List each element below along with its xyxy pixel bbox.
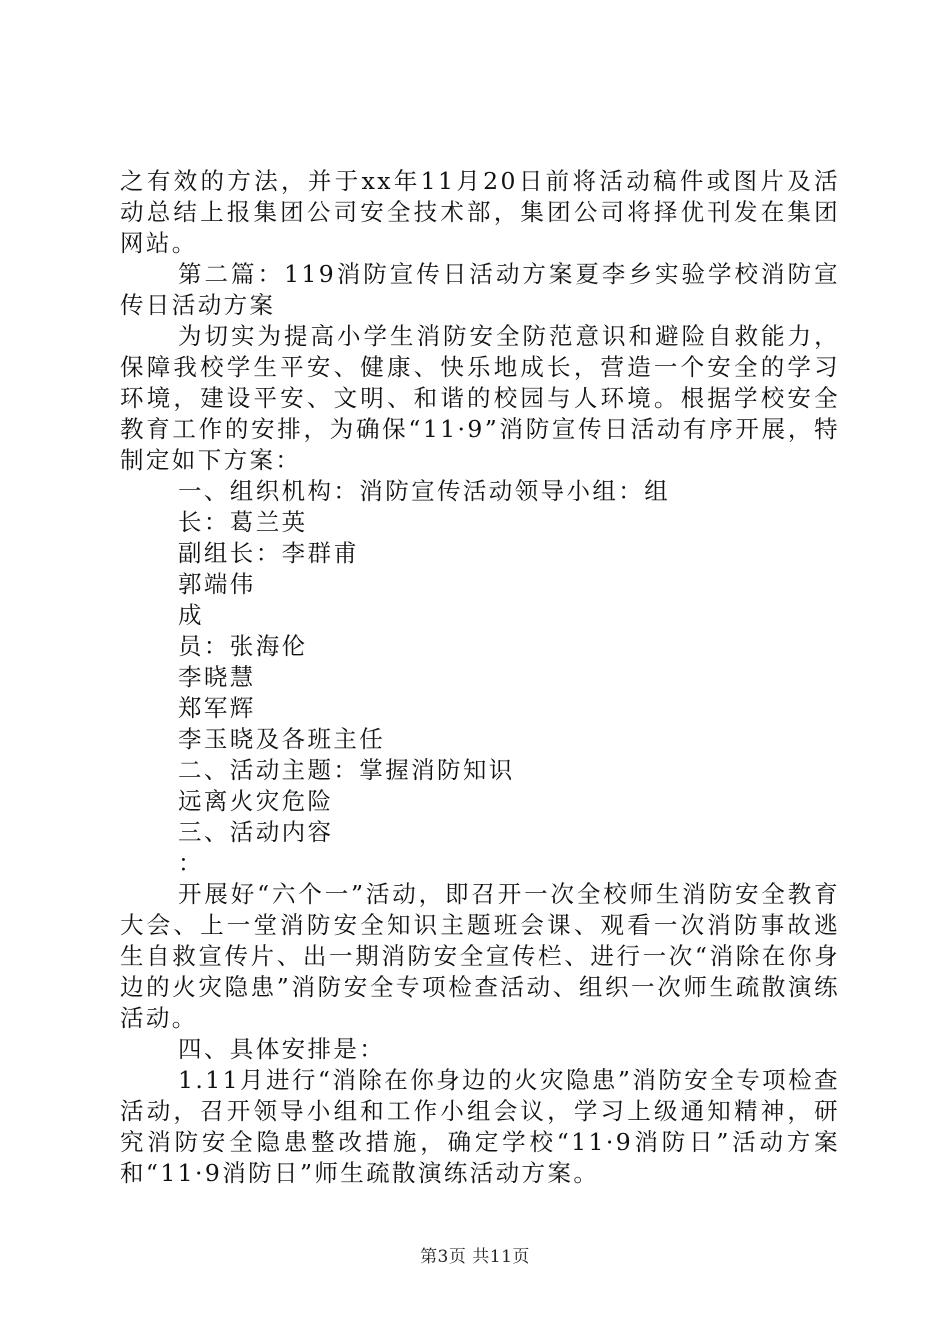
paragraph-intro: 为切实为提高小学生消防安全防范意识和避险自救能力，保障我校学生平安、健康、快乐地成长，营造一个安全的学习环境，建设平安、文明、和谐的校园与人环境。根据学校安全教育工作的安排，为确保“11·9”消防宣传日活动有序开展，特制定如下方案： — [120, 322, 840, 474]
org-line: 副组长：李群甫 — [178, 539, 360, 567]
page-footer: 第3页 共11页 — [420, 1247, 530, 1267]
content-heading: 三、活动内容 — [178, 818, 334, 846]
schedule-heading: 四、具体安排是： — [178, 1035, 386, 1063]
org-line: 李晓慧 — [178, 663, 256, 691]
org-line: 长：葛兰英 — [178, 508, 308, 536]
section-title: 第二篇：119消防宣传日活动方案夏李乡实验学校消防宣传日活动方案 — [120, 260, 840, 319]
org-line: 成 — [178, 601, 204, 629]
org-line: 郑军辉 — [178, 694, 256, 722]
document-body — [120, 166, 840, 1189]
org-heading: 一、组织机构：消防宣传活动领导小组：组 — [178, 477, 671, 505]
org-line: 员：张海伦 — [178, 632, 308, 660]
paragraph-activities: 开展好“六个一”活动，即召开一次全校师生消防安全教育大会、上一堂消防安全知识主题班会课、观看一次消防事故逃生自救宣传片、出一期消防安全宣传栏、进行一次“消除在你身边的火灾隐患”消防安全专项检查活动、组织一次师生疏散演练活动。 — [120, 880, 840, 1032]
theme-heading: 二、活动主题：掌握消防知识 — [178, 756, 515, 784]
org-line: 郭端伟 — [178, 570, 256, 598]
org-line: 李玉晓及各班主任 — [178, 725, 386, 753]
paragraph-continuation: 之有效的方法，并于xx年11月20日前将活动稿件或图片及活动总结上报集团公司安全技术部，集团公司将择优刊发在集团网站。 — [120, 167, 840, 257]
paragraph-schedule: 1.11月进行“消除在你身边的火灾隐患”消防安全专项检查活动，召开领导小组和工作小组会议，学习上级通知精神，研究消防安全隐患整改措施，确定学校“11·9消防日”活动方案和“11·9消防日”师生疏散演练活动方案。 — [120, 1066, 840, 1187]
theme-line: 远离火灾危险 — [178, 787, 334, 815]
content-colon: ： — [178, 849, 204, 877]
